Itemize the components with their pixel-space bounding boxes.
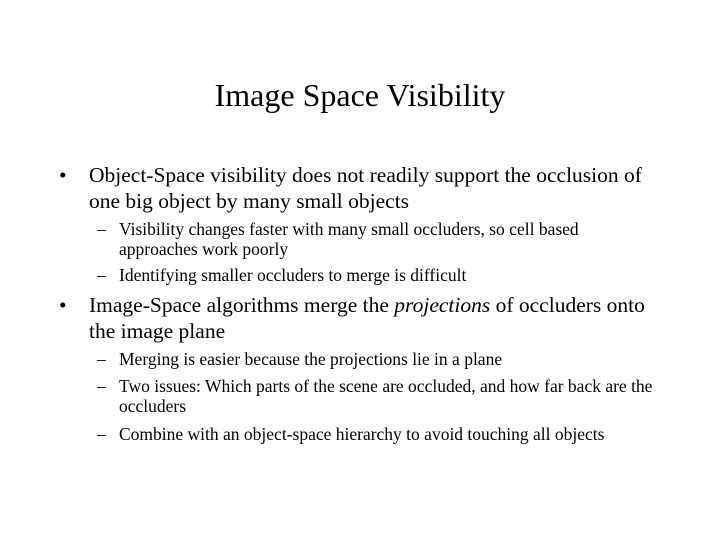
bullet-text-part: of occluders onto the image plane	[89, 293, 645, 343]
bullet-text-emphasis: projections	[394, 293, 491, 317]
bullet-text: Object-Space visibility does not readily support the occlusion of one big object by many small objects	[89, 163, 642, 213]
slide-title: Image Space Visibility	[214, 77, 506, 113]
sub-bullet-marker: –	[97, 265, 106, 285]
bullet-marker: •	[59, 163, 67, 187]
sub-bullet-item	[97, 376, 657, 416]
sub-bullet-text: Identifying smaller occluders to merge is difficult	[119, 265, 467, 285]
sub-bullet-marker: –	[97, 376, 106, 396]
sub-bullet-text: Combine with an object-space hierarchy to avoid touching all objects	[119, 424, 605, 444]
sub-bullet-item	[97, 349, 657, 369]
bullet-item	[59, 162, 659, 214]
bullet-marker: •	[59, 293, 67, 317]
sub-bullet-item	[97, 424, 657, 444]
sub-bullet-item	[97, 219, 657, 259]
sub-bullet-marker: –	[97, 424, 106, 444]
sub-bullet-marker: –	[97, 219, 106, 239]
bullet-text-part: Image-Space algorithms merge the	[89, 293, 395, 317]
sub-bullet-text: Two issues: Which parts of the scene are occluded, and how far back are the occluders	[119, 376, 653, 416]
sub-bullet-item	[97, 265, 657, 285]
sub-bullet-marker: –	[97, 349, 106, 369]
sub-bullet-text: Visibility changes faster with many small occluders, so cell based approaches work poorly	[119, 219, 579, 259]
sub-bullet-text: Merging is easier because the projections lie in a plane	[119, 349, 503, 369]
bullet-item	[59, 292, 659, 344]
bullet-text	[89, 292, 659, 344]
